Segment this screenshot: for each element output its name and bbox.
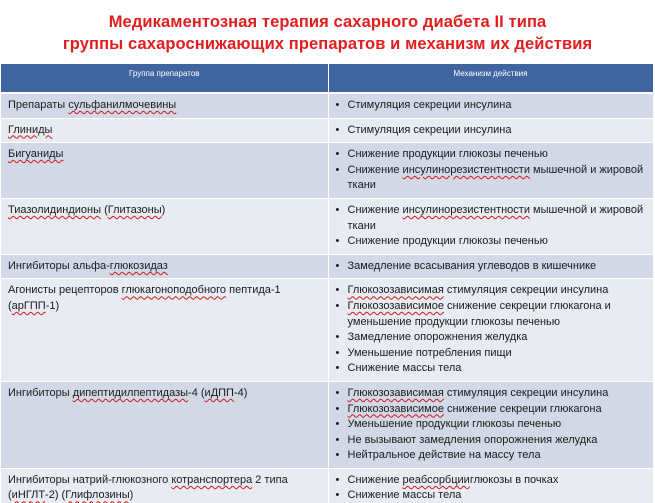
text-segment: Не вызывают замедления опорожнения желудка (347, 433, 598, 446)
mechanism-item (335, 473, 647, 489)
column-header-mechanism (328, 64, 653, 93)
text-segment: ) (161, 203, 166, 216)
spellcheck-word: инсулинорезистентности (402, 163, 530, 176)
mechanism-cell (328, 143, 653, 199)
text-segment: Препараты (8, 99, 69, 111)
spellcheck-word: иДПП (204, 386, 234, 399)
mechanism-item (335, 346, 647, 362)
mechanism-cell (328, 254, 653, 279)
mechanism-list (335, 473, 647, 503)
spellcheck-word: глюкагоноподобного (121, 284, 227, 297)
text-segment: снижение секреции глюкагона и уменьшение продукции глюкозы печенью (347, 299, 611, 328)
text-segment: мышечной и жировой ткани (347, 163, 644, 192)
mechanism-list (335, 283, 647, 377)
mechanism-item (335, 234, 647, 250)
slide-title (0, 11, 655, 55)
mechanism-item (335, 448, 647, 464)
mechanism-cell (328, 468, 653, 503)
mechanism-list (335, 98, 647, 114)
drug-group-cell (1, 254, 328, 279)
text-segment: Ингибиторы альфа- (8, 259, 110, 272)
table-row (1, 93, 653, 118)
text-segment: ( (101, 203, 108, 216)
text-segment: Стимуляция секреции инсулина (347, 99, 512, 111)
spellcheck-word: Глюкозозависимая (347, 386, 444, 399)
text-segment: -1) (45, 299, 60, 312)
spellcheck-word: сульфанилмочевины (68, 99, 177, 111)
text-segment: -4 ( (188, 386, 205, 399)
text-segment: Замедление опорожнения желудка (347, 331, 528, 344)
text-segment: пептида-1 ( (8, 284, 281, 312)
drug-group-cell (1, 381, 328, 468)
text-segment: Ингибиторы (8, 386, 73, 399)
mechanism-item (335, 488, 647, 503)
text-segment: глюкозы в почках (469, 473, 559, 486)
mechanism-item (335, 386, 647, 402)
title-line-2: группы сахароснижающих препаратов и механизм их действия (62, 35, 593, 53)
mechanism-list (335, 386, 647, 464)
text-segment: мышечной и жировой ткани (347, 203, 644, 232)
text-segment: Снижение продукции глюкозы печенью (347, 235, 548, 248)
spellcheck-word: арГПП (11, 299, 46, 312)
text-segment: снижение секреции глюкагона (443, 402, 602, 415)
table-row (1, 468, 653, 503)
spellcheck-word: реабсорбции (402, 473, 470, 486)
mechanism-item (335, 283, 647, 299)
text-segment: Стимуляция секреции инсулина (347, 123, 512, 136)
text-segment: Замедление всасывания углеводов в кишечнике (347, 259, 597, 272)
spellcheck-word: Глюкозозависимое (347, 402, 444, 415)
column-header-group-label: Группа препаратов (128, 69, 200, 78)
table-row (1, 279, 653, 382)
mechanism-item (335, 259, 647, 275)
spellcheck-word: Глифлозины (65, 489, 130, 502)
text-segment: Уменьшение продукции глюкозы печенью (347, 418, 562, 431)
drug-groups-table (1, 64, 654, 503)
spellcheck-word: Тиазолидиндионы (8, 203, 102, 216)
mechanism-item (335, 98, 647, 114)
text-segment: Снижение (347, 163, 403, 176)
mechanism-list (335, 259, 647, 275)
spellcheck-word: дипептидилпептидазы (72, 386, 189, 399)
text-segment: Уменьшение потребления пищи (347, 346, 512, 359)
text-segment: ) (129, 489, 134, 502)
text-segment: Ингибиторы натрий-глюкозного (8, 473, 172, 486)
mechanism-cell (328, 279, 653, 382)
mechanism-list (335, 203, 647, 250)
drug-group-cell (1, 143, 328, 199)
mechanism-item (335, 147, 647, 163)
mechanism-cell (328, 118, 653, 143)
spellcheck-word: иНГЛТ (11, 489, 46, 502)
column-header-group (1, 64, 328, 93)
spellcheck-word: Бигуаниды (8, 148, 64, 161)
text-segment: Снижение (347, 203, 403, 216)
text-segment: стимуляция секреции инсулина (443, 386, 609, 399)
text-segment: Агонисты рецепторов (8, 284, 122, 297)
drug-group-cell (1, 279, 328, 382)
column-header-mechanism-label: Механизм действия (453, 69, 528, 78)
mechanism-cell (328, 381, 653, 468)
mechanism-cell (328, 198, 653, 254)
spellcheck-word: Глюкозозависимая (347, 284, 444, 297)
table-header-row (1, 64, 653, 93)
spellcheck-word: котранспортера (171, 473, 253, 486)
drug-group-cell (1, 118, 328, 143)
title-line-1: Медикаментозная терапия сахарного диабета II типа (108, 13, 547, 31)
spellcheck-word: инсулинорезистентности (402, 203, 530, 216)
table-row (1, 254, 653, 279)
mechanism-list (335, 123, 647, 139)
text-segment: Снижение продукции глюкозы печенью (347, 148, 548, 161)
text-segment: Снижение массы тела (347, 362, 462, 375)
text-segment: стимуляция секреции инсулина (443, 284, 609, 297)
spellcheck-word: Глюкозозависимое (347, 299, 444, 312)
text-segment: -4) (233, 386, 248, 399)
drug-group-cell (1, 93, 328, 118)
mechanism-item (335, 330, 647, 346)
mechanism-cell (328, 93, 653, 118)
mechanism-item (335, 361, 647, 377)
drug-group-cell (1, 468, 328, 503)
text-segment: Снижение (347, 473, 403, 486)
table-row (1, 143, 653, 199)
mechanism-item (335, 163, 647, 194)
table-container (1, 64, 655, 503)
mechanism-item (335, 402, 647, 418)
spellcheck-word: Глитазоны (107, 203, 162, 216)
mechanism-item (335, 203, 647, 234)
mechanism-item (335, 433, 647, 449)
mechanism-item (335, 123, 647, 139)
spellcheck-word: глюкозидаз (109, 259, 168, 272)
text-segment: Снижение массы тела (347, 489, 462, 502)
text-segment: Нейтральное действие на массу тела (347, 449, 541, 462)
table-row (1, 198, 653, 254)
table-row (1, 381, 653, 468)
table-row (1, 118, 653, 143)
mechanism-item (335, 299, 647, 330)
text-segment: -2) ( (45, 489, 66, 502)
text-segment: 2 типа ( (8, 473, 288, 502)
mechanism-item (335, 417, 647, 433)
mechanism-list (335, 147, 647, 194)
spellcheck-word: Глиниды (8, 123, 53, 136)
drug-group-cell (1, 198, 328, 254)
table-body (1, 93, 653, 503)
